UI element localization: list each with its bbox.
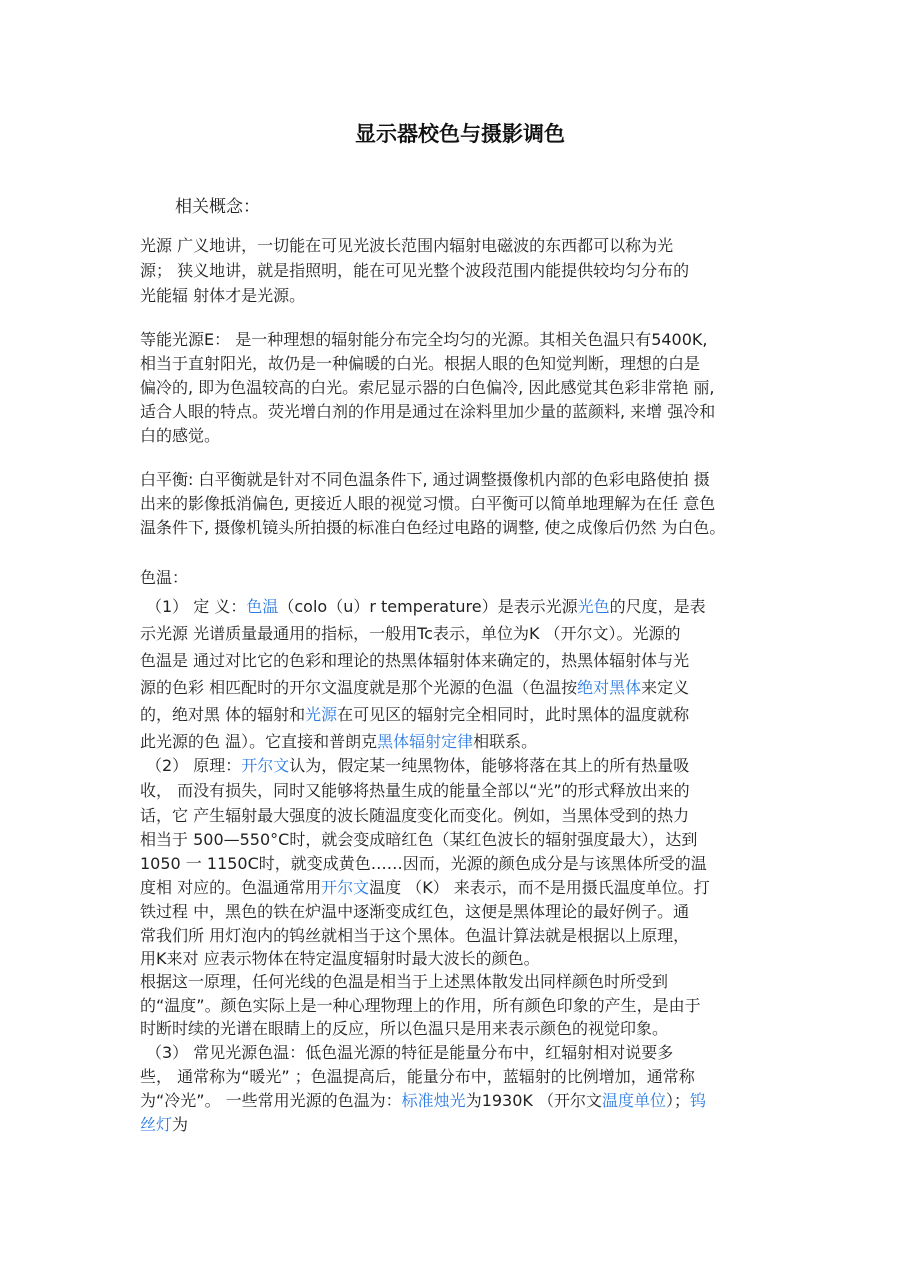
common-line: 些， 通常称为“暖光” ；色温提高后，能量分布中，蓝辐射的比例增加，通常称 bbox=[140, 1067, 695, 1086]
link-light-source[interactable]: 光源 bbox=[305, 705, 338, 724]
paragraph-line: 白平衡: 白平衡就是针对不同色温条件下, 通过调整摄像机内部的色彩电路使拍 摄 bbox=[140, 470, 710, 489]
definition-line: （1） 定 义：色温（colo（u）r temperature）是表示光源光色的尺度，是表 bbox=[146, 597, 706, 616]
principle-line: 相当于 500—550°C时，就会变成暗红色（某红色波长的辐射强度最大），达到 bbox=[140, 830, 698, 849]
paragraph-line: 的“温度”。颜色实际上是一种心理物理上的作用，所有颜色印象的产生，是由于 bbox=[140, 996, 701, 1015]
common-line: 为“冷光”。 一些常用光源的色温为：标准烛光为1930K （开尔文温度单位）；钨 bbox=[140, 1091, 707, 1110]
section-heading: 相关概念： bbox=[175, 197, 260, 217]
definition-line: 的，绝对黑 体的辐射和光源在可见区的辐射完全相同时，此时黑体的温度就称 bbox=[140, 705, 690, 724]
link-kelvin-2[interactable]: 开尔文 bbox=[321, 878, 370, 897]
link-blackbody-law[interactable]: 黑体辐射定律 bbox=[377, 732, 474, 751]
principle-line: 收， 而没有损失，同时又能够将热量生成的能量全部以“光”的形式释放出来的 bbox=[140, 781, 690, 800]
paragraph-line: 适合人眼的特点。荧光增白剂的作用是通过在涂料里加少量的蓝颜料, 来增 强冷和 bbox=[140, 402, 716, 421]
link-absolute-blackbody[interactable]: 绝对黑体 bbox=[577, 678, 642, 697]
link-tungsten-lamp[interactable]: 丝灯 bbox=[140, 1115, 173, 1134]
link-tungsten[interactable]: 钨 bbox=[690, 1091, 707, 1110]
principle-line: 常我们所 用灯泡内的钨丝就相当于这个黑体。色温计算法就是根据以上原理， bbox=[140, 926, 690, 945]
definition-line: 色温是 通过对比它的色彩和理论的热黑体辐射体来确定的，热黑体辐射体与光 bbox=[140, 651, 690, 670]
definition-line: 源的色彩 相匹配时的开尔文温度就是那个光源的色温（色温按绝对黑体来定义 bbox=[140, 678, 690, 697]
color-temp-heading: 色温： bbox=[140, 568, 189, 587]
definition-line: 此光源的色 温）。它直接和普朗克黑体辐射定律相联系。 bbox=[140, 732, 538, 751]
link-standard-candle[interactable]: 标准烛光 bbox=[401, 1091, 466, 1110]
principle-line: 度相 对应的。色温通常用开尔文温度 （K） 来表示，而不是用摄氏温度单位。打 bbox=[140, 878, 710, 897]
paragraph-line: 根据这一原理，任何光线的色温是相当于上述黑体散发出同样颜色时所受到 bbox=[140, 972, 669, 991]
paragraph-line: 时断时续的光谱在眼睛上的反应，所以色温只是用来表示颜色的视觉印象。 bbox=[140, 1019, 669, 1038]
definition-line: 示光源 光谱质量最通用的指标，一般用Tc表示，单位为K （开尔文）。光源的 bbox=[140, 624, 681, 643]
principle-line: 用K来对 应表示物体在特定温度辐射时最大波长的颜色。 bbox=[140, 949, 540, 968]
paragraph-line: 相当于直射阳光，故仍是一种偏暖的白光。根据人眼的色知觉判断，理想的白是 bbox=[140, 354, 701, 373]
common-line: 丝灯为 bbox=[140, 1115, 189, 1134]
principle-line: 话，它 产生辐射最大强度的波长随温度变化而变化。例如，当黑体受到的热力 bbox=[140, 806, 690, 825]
link-color-temperature[interactable]: 色温 bbox=[246, 597, 279, 616]
paragraph-line: 温条件下, 摄像机镜头所拍摄的标准白色经过电路的调整, 使之成像后仍然 为白色。 bbox=[140, 518, 726, 537]
common-line: （3） 常见光源色温：低色温光源的特征是能量分布中，红辐射相对说要多 bbox=[146, 1043, 674, 1062]
link-light-color[interactable]: 光色 bbox=[577, 597, 610, 616]
paragraph-line: 等能光源E： 是一种理想的辐射能分布完全均匀的光源。其相关色温只有5400K, bbox=[140, 330, 708, 349]
link-kelvin[interactable]: 开尔文 bbox=[241, 756, 290, 775]
document-title: 显示器校色与摄影调色 bbox=[355, 122, 565, 146]
paragraph-line: 出来的影像抵消偏色, 更接近人眼的视觉习惯。白平衡可以简单地理解为在任 意色 bbox=[140, 494, 716, 513]
paragraph-line: 光能辐 射体才是光源。 bbox=[140, 286, 306, 305]
paragraph-line: 源； 狭义地讲，就是指照明，能在可见光整个波段范围内能提供较均匀分布的 bbox=[140, 261, 690, 280]
paragraph-line: 偏冷的, 即为色温较高的白光。索尼显示器的白色偏冷, 因此感觉其色彩非常艳 丽, bbox=[140, 378, 715, 397]
link-temperature-unit[interactable]: 温度单位 bbox=[602, 1091, 667, 1110]
principle-line: 铁过程 中，黑色的铁在炉温中逐渐变成红色，这便是黑体理论的最好例子。通 bbox=[140, 902, 690, 921]
paragraph-line: 白的感觉。 bbox=[140, 426, 221, 445]
paragraph-line: 光源 广义地讲，一切能在可见光波长范围内辐射电磁波的东西都可以称为光 bbox=[140, 236, 674, 255]
principle-line: （2） 原理：开尔文认为，假定某一纯黑物体，能够将落在其上的所有热量吸 bbox=[146, 756, 690, 775]
principle-line: 1050 一 1150C时，就变成黄色……因而，光源的颜色成分是与该黑体所受的温 bbox=[140, 854, 707, 873]
